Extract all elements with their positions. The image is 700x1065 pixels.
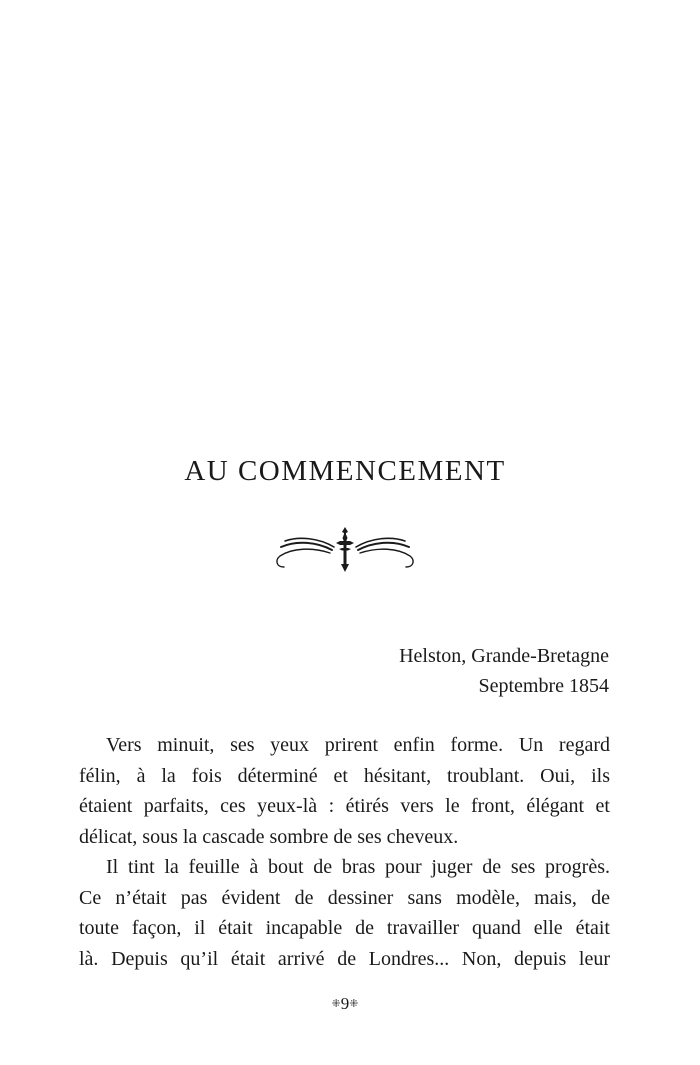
text-line: Vers minuit, ses yeux prirent enfin forme. Un regard (106, 734, 610, 756)
text-line: toute façon, il était incapable de travailler quand elle était (79, 917, 610, 939)
body-text (79, 730, 610, 974)
page-number (0, 994, 690, 1014)
text-line: Ce n’était pas évident de dessiner sans modèle, mais, de (79, 886, 610, 909)
text-line: délicat, sous la cascade sombre de ses cheveux. (79, 825, 459, 848)
text-line: Il tint la feuille à bout de bras pour juger de ses progrès. (106, 856, 610, 878)
folio-ornament-left-icon: ⁜ (331, 998, 341, 1010)
paragraph (79, 730, 610, 852)
folio-ornament-right-icon: ⁜ (349, 998, 359, 1010)
dateline-date: Septembre 1854 (478, 675, 609, 697)
paragraph (79, 852, 610, 974)
chapter-title: AU COMMENCEMENT (184, 455, 506, 487)
page-number-value: 9 (340, 994, 350, 1013)
text-line: étaient parfaits, ces yeux-là : étirés vers le front, élégant et (79, 795, 610, 817)
text-line: félin, à la fois déterminé et hésitant, troublant. Oui, ils (79, 764, 610, 787)
dateline-place: Helston, Grande-Bretagne (399, 645, 609, 667)
fleuron-cross-swash-icon (272, 523, 418, 575)
dateline (399, 641, 609, 701)
text-line: là. Depuis qu’il était arrivé de Londres... Non, depuis leur (79, 947, 610, 970)
